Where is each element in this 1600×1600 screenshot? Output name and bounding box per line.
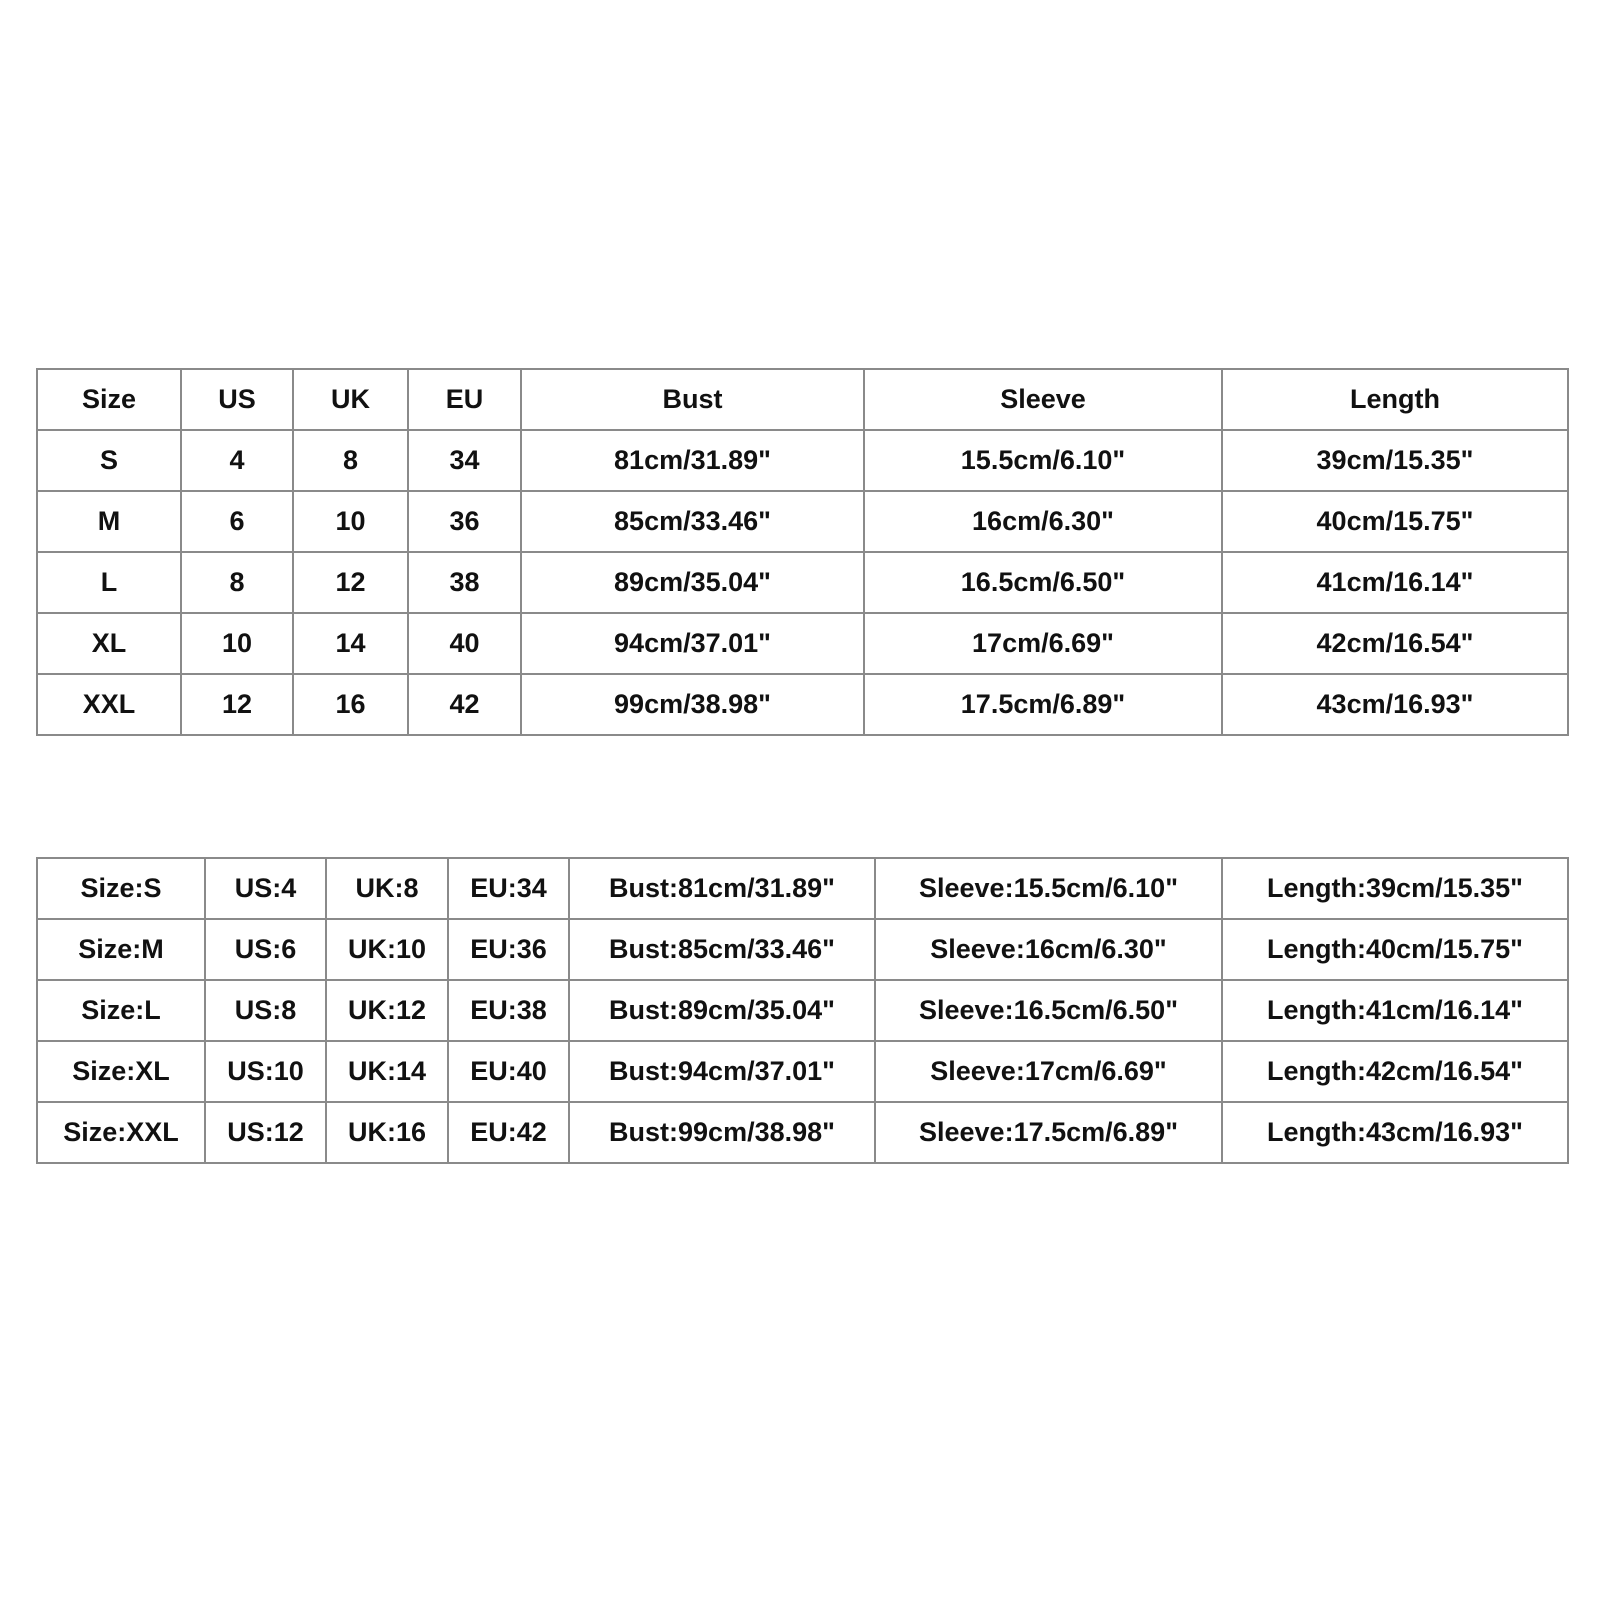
table-cell: Sleeve:16.5cm/6.50"	[875, 980, 1222, 1041]
table-cell: Bust:85cm/33.46"	[569, 919, 875, 980]
size-chart-labeled-table	[36, 857, 1569, 1164]
table-row	[37, 552, 1568, 613]
table-row	[37, 980, 1568, 1041]
table-cell: Length:42cm/16.54"	[1222, 1041, 1568, 1102]
table-cell: Size:XXL	[37, 1102, 205, 1163]
table-cell: Sleeve:16cm/6.30"	[875, 919, 1222, 980]
table-cell: Sleeve	[864, 369, 1222, 430]
table-cell: Length	[1222, 369, 1568, 430]
table-cell: 17.5cm/6.89"	[864, 674, 1222, 735]
table-cell: 16	[293, 674, 408, 735]
table-row	[37, 1041, 1568, 1102]
table-cell: Size:M	[37, 919, 205, 980]
table-cell: Size:L	[37, 980, 205, 1041]
table-row	[37, 1102, 1568, 1163]
table-cell: US:4	[205, 858, 326, 919]
table-cell: Sleeve:15.5cm/6.10"	[875, 858, 1222, 919]
table-cell: Sleeve:17cm/6.69"	[875, 1041, 1222, 1102]
table-cell: 42	[408, 674, 521, 735]
table-cell: 42cm/16.54"	[1222, 613, 1568, 674]
table-row	[37, 430, 1568, 491]
table-cell: Bust:81cm/31.89"	[569, 858, 875, 919]
table-cell: 40	[408, 613, 521, 674]
table-cell: EU	[408, 369, 521, 430]
table-row	[37, 674, 1568, 735]
table-header-row	[37, 369, 1568, 430]
table-cell: US:6	[205, 919, 326, 980]
table-row	[37, 613, 1568, 674]
table-cell: 85cm/33.46"	[521, 491, 864, 552]
table-cell: 43cm/16.93"	[1222, 674, 1568, 735]
table-cell: 14	[293, 613, 408, 674]
table-cell: US:12	[205, 1102, 326, 1163]
table-cell: 36	[408, 491, 521, 552]
table-cell: Length:40cm/15.75"	[1222, 919, 1568, 980]
table-cell: US	[181, 369, 293, 430]
table-cell: US:10	[205, 1041, 326, 1102]
table-cell: Bust	[521, 369, 864, 430]
table-cell: 8	[181, 552, 293, 613]
table-cell: UK:10	[326, 919, 448, 980]
table-cell: 17cm/6.69"	[864, 613, 1222, 674]
table-cell: XL	[37, 613, 181, 674]
table-cell: 12	[293, 552, 408, 613]
size-chart-table	[36, 368, 1569, 736]
table-cell: 38	[408, 552, 521, 613]
table-cell: 10	[181, 613, 293, 674]
table-cell: EU:40	[448, 1041, 569, 1102]
table-cell: Bust:99cm/38.98"	[569, 1102, 875, 1163]
table-row	[37, 919, 1568, 980]
table-cell: 12	[181, 674, 293, 735]
table-cell: UK	[293, 369, 408, 430]
table-cell: EU:38	[448, 980, 569, 1041]
table-cell: 16cm/6.30"	[864, 491, 1222, 552]
table-cell: US:8	[205, 980, 326, 1041]
table-cell: 81cm/31.89"	[521, 430, 864, 491]
table-cell: Length:39cm/15.35"	[1222, 858, 1568, 919]
table-cell: UK:12	[326, 980, 448, 1041]
table-cell: Size:XL	[37, 1041, 205, 1102]
table-cell: 4	[181, 430, 293, 491]
table-cell: Sleeve:17.5cm/6.89"	[875, 1102, 1222, 1163]
table-cell: Length:41cm/16.14"	[1222, 980, 1568, 1041]
table-cell: 8	[293, 430, 408, 491]
table-cell: UK:8	[326, 858, 448, 919]
table-cell: 15.5cm/6.10"	[864, 430, 1222, 491]
table-cell: UK:16	[326, 1102, 448, 1163]
table-cell: EU:42	[448, 1102, 569, 1163]
table-cell: 34	[408, 430, 521, 491]
table-cell: UK:14	[326, 1041, 448, 1102]
table-cell: L	[37, 552, 181, 613]
table-cell: Bust:89cm/35.04"	[569, 980, 875, 1041]
table-cell: 10	[293, 491, 408, 552]
table-cell: EU:34	[448, 858, 569, 919]
table-cell: M	[37, 491, 181, 552]
table-cell: XXL	[37, 674, 181, 735]
table-cell: 39cm/15.35"	[1222, 430, 1568, 491]
table-cell: Size	[37, 369, 181, 430]
table-row	[37, 858, 1568, 919]
table-cell: 16.5cm/6.50"	[864, 552, 1222, 613]
table-cell: 89cm/35.04"	[521, 552, 864, 613]
table-cell: 94cm/37.01"	[521, 613, 864, 674]
table-cell: Bust:94cm/37.01"	[569, 1041, 875, 1102]
table-cell: 99cm/38.98"	[521, 674, 864, 735]
table-row	[37, 491, 1568, 552]
table-cell: Length:43cm/16.93"	[1222, 1102, 1568, 1163]
table-cell: EU:36	[448, 919, 569, 980]
table-cell: Size:S	[37, 858, 205, 919]
table-cell: 41cm/16.14"	[1222, 552, 1568, 613]
table-cell: S	[37, 430, 181, 491]
table-cell: 40cm/15.75"	[1222, 491, 1568, 552]
table-cell: 6	[181, 491, 293, 552]
